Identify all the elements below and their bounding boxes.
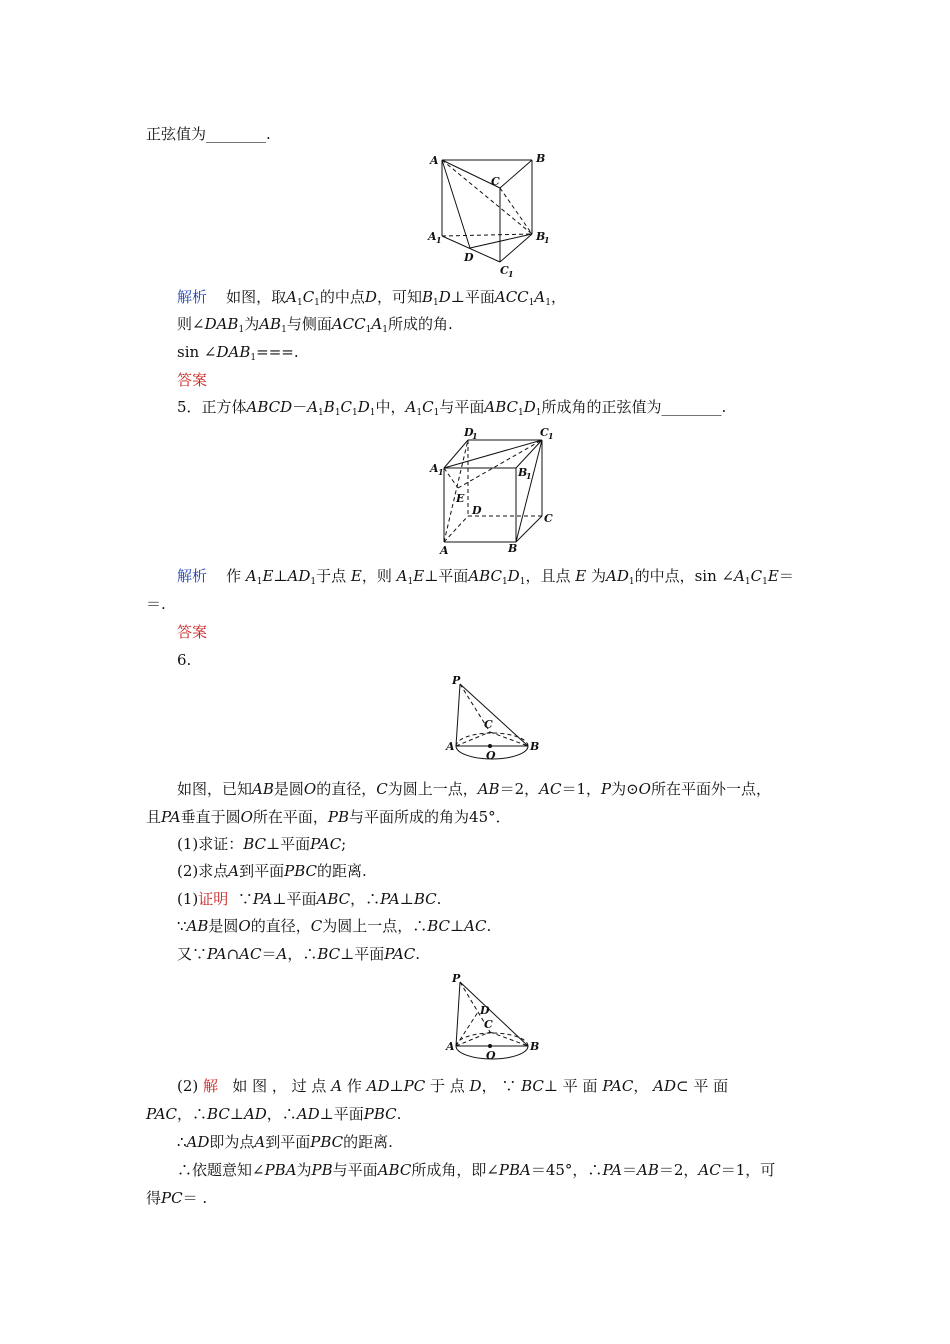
question-6-part-1: (1)求证：BC⊥平面PAC;: [177, 835, 347, 853]
solution-4-line-2: 则$\angle DAB_1$为$AB_1$与侧面$ACC_1A_1$所成的角.: [177, 315, 453, 335]
label-B: B: [536, 152, 546, 165]
proof-label: 证明: [198, 890, 229, 908]
label-C: C: [484, 718, 493, 731]
svg-text:1: 1: [436, 235, 442, 245]
label-D: D: [464, 251, 474, 264]
solution-4-line-3: $\sin \angle DAB_1===$.: [177, 343, 299, 363]
part2-line-1: (2) 解 如 图 ， 过 点 A 作 AD⊥PC 于 点 D， ∵ BC⊥ 平 面 PAC， AD⊂ 平 面: [177, 1077, 729, 1095]
svg-text:1: 1: [438, 467, 444, 477]
intro-text: 正弦值为________.: [146, 125, 271, 143]
svg-text:1: 1: [508, 269, 514, 278]
figure-cube: [426, 424, 566, 558]
question-6-line-1: 如图，已知AB是圆O的直径，C为圆上一点，AB＝2，AC＝1，P为⊙O所在平面外一点，: [177, 780, 771, 798]
label-B: B: [530, 1040, 540, 1053]
answer-label-5: 答案: [177, 623, 208, 641]
question-5: 5．正方体$ABCD-A_1B_1C_1D_1$中，$A_1C_1$与平面$ABC_1D_1$所成角的正弦值为________.: [177, 398, 727, 418]
part2-line-4: ∴依题意知∠PBA为PB与平面ABC所成角，即∠PBA＝45°，∴PA＝AB＝2，AC＝1，可: [177, 1161, 776, 1179]
label-C1: C: [500, 264, 509, 277]
label-D: D: [480, 1004, 490, 1017]
label-D1: D: [464, 426, 474, 439]
label-A: A: [446, 740, 455, 753]
label-B: B: [508, 542, 518, 555]
label-P: P: [452, 972, 461, 985]
label-C1: C: [540, 426, 549, 439]
svg-text:1: 1: [544, 235, 550, 245]
label-O: O: [486, 1049, 496, 1060]
answer-label-4: 答案: [177, 371, 208, 389]
analysis-label: 解析: [177, 288, 208, 306]
label-O: O: [486, 749, 496, 760]
proof-line-3: 又∵PA∩AC＝A，∴BC⊥平面PAC.: [177, 945, 421, 963]
figure-cone-1: [444, 674, 544, 760]
solution-5-line-1: 解析 作 $A_1E\perp AD_1$于点 E，则 $A_1E\perp$平面$ABC_1D_1$，且点 E 为$AD_1$的中点，$\sin \angle A_1C_1E=$: [177, 567, 794, 587]
solution-5-line-2: ＝.: [146, 595, 166, 613]
label-E: E: [456, 492, 465, 505]
label-C: C: [491, 175, 500, 188]
label-B: B: [530, 740, 540, 753]
label-D: D: [472, 504, 482, 517]
svg-text:1: 1: [548, 431, 554, 441]
question-6-line-2: 且PA垂直于圆O所在平面，PB与平面所成的角为45°．: [146, 808, 511, 826]
figure-prism: [420, 148, 560, 278]
label-A: A: [446, 1040, 455, 1053]
label-A: A: [430, 154, 439, 167]
question-6-part-2: (2)求点A到平面PBC的距离.: [177, 862, 367, 880]
solution-4-line-1: 解析 如图，取$A_1C_1$的中点D，可知$B_1D\perp$平面$ACC_1A_1$，: [177, 288, 566, 308]
svg-text:1: 1: [526, 471, 532, 481]
question-6-number: 6.: [177, 651, 192, 669]
figure-cone-2: [444, 970, 544, 1060]
proof-line-1: (1)证明 ∵PA⊥平面ABC，∴PA⊥BC.: [177, 890, 442, 908]
label-A1: A: [430, 462, 439, 475]
label-A: A: [440, 544, 449, 557]
label-P: P: [452, 674, 461, 687]
label-B1: B: [536, 230, 546, 243]
solution-label: 解: [203, 1077, 219, 1095]
part2-line-3: ∴AD即为点A到平面PBC的距离.: [177, 1133, 393, 1151]
label-A1: A: [428, 230, 437, 243]
part2-line-2: PAC，∴BC⊥AD，∴AD⊥平面PBC.: [146, 1105, 402, 1123]
proof-line-2: ∵AB是圆O的直径，C为圆上一点，∴BC⊥AC.: [177, 917, 492, 935]
label-C: C: [544, 512, 553, 525]
label-C: C: [484, 1018, 493, 1031]
label-B1: B: [518, 466, 528, 479]
svg-text:1: 1: [472, 431, 478, 441]
part2-line-5: 得PC＝ .: [146, 1189, 208, 1207]
